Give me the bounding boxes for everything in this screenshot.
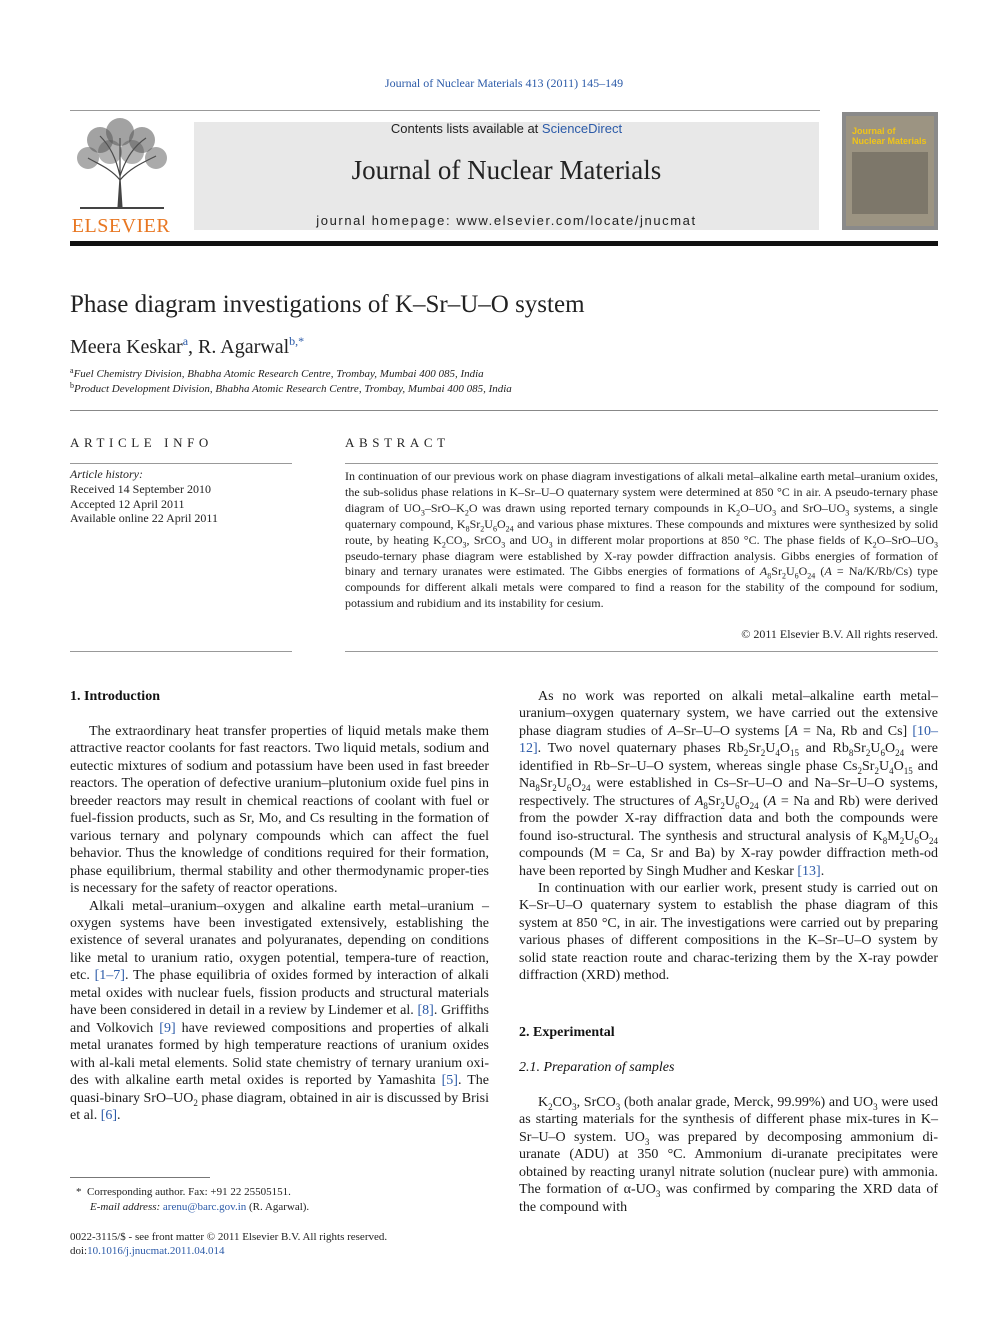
- citation-link[interactable]: [5]: [441, 1073, 458, 1089]
- intro-paragraph: As no work was reported on alkali metal–alkaline earth metal–uranium–oxygen quaternary system, we have carried out the extensive phase diagram studies of A–Sr–U–O systems [A = Na, Rb and Cs] [10–12]. Two novel quaternary phases $Rb_2Sr_2U_4O_{15}$ and $Rb_8Sr_2U_6O_{24}$ were identified in Rb–Sr–U–O system, whereas single phase $Cs_2Sr_2U_4O_{15}$ and $Na_8Sr_2U_6O_{24}$ were established in Cs–Sr–U–O and Na–Sr–U–O systems, respectively. The structures of $A_8Sr_2U_6O_{24}$ (A = Na and Rb) were derived from the powder X-ray diffraction data and both the compounds were found iso-structural. The synthesis and structural analysis of $K_8M_2U_6O_{24}$ compounds (M = Ca, Sr and Ba) by X-ray powder diffraction meth-od have been reported by Singh Mudher and Keskar [13]. In continuation with our earlier work, present study is carried out on K–Sr–U–O quaternary system to establish the phase diagram of this system at 850 °C, in air. The investigations were carried out by preparing various phases of different compositions in the K–Sr–U–O system by solid state reaction route and charac-terizing them by the X-ray powder diffraction (XRD) method.: [519, 689, 939, 984]
- email-label: E-mail address:: [90, 1201, 161, 1213]
- article-title: Phase diagram investigations of K–Sr–U–O system: [70, 291, 585, 318]
- article-info-bottom-rule: [70, 651, 292, 652]
- affiliation-mark[interactable]: a: [182, 334, 189, 348]
- affiliation: $^b$Product Development Division, Bhabha Atomic Research Centre, Trombay, Mumbai 400 085, India: [70, 381, 512, 395]
- citation-link[interactable]: [1–7]: [94, 968, 125, 984]
- intro-paragraph: The extraordinary heat transfer properties of liquid metals make them attractive reactor coolants for fast reactors. Two liquid metals, sodium and eutectic mixtures of sodium and potassium have been used in fast breeder reactors. The operation of defective uranium–plutonium oxide fuel pins in breeder reactors may result in chemical reactions of coolant with fuel or fuel-fission products, such as Sr, Mo, and Cs resulting in the formation of various ternary and polynary compounds which can affect the fuel behavior. Thus the knowledge of conditions required for their formation, phase equilibrium, thermal stability and other thermodynamic proper-ties is necessary for the safety of reactor operations. Alkali metal–uranium–oxygen and alkaline earth metal–uranium –oxygen systems have been investigated extensively, establishing the existence of several uranates and polyuranates, depending on conditions like metal to uranium ratio, oxygen potential, tempera-ture of reaction, etc. [1–7]. The phase equilibria of oxides formed by interaction of alkali metal oxides with nuclear fuels, fission products and structural materials have been considered in detail in a review by Lindemer et al. [8]. Griffiths and Volkovich [9] have reviewed compositions and properties of alkali metal uranates formed by high temperature reactions of uranium oxides with al-kali metal elements. Solid state chemistry of ternary uranium oxi-des with alkaline earth metal oxides is reported by Yamashita [5]. The quasi-binary SrO–$UO_2$ phase diagram, obtained in air is discussed by Brisi et al. [6].: [70, 724, 490, 1123]
- article-info-heading: ARTICLE INFO: [70, 435, 213, 450]
- journal-cover-thumbnail[interactable]: [842, 112, 938, 230]
- doi-prefix: doi:: [70, 1245, 88, 1257]
- author-list: Meera Keskar$^a$, R. Agarwal$^{b,*}$: [70, 334, 305, 358]
- journal-title: Journal of Nuclear Materials: [351, 155, 662, 185]
- contents-line: [194, 121, 819, 136]
- abstract-bottom-rule: [345, 651, 938, 652]
- header-divider: [70, 110, 820, 111]
- history-label: Article history:: [70, 467, 143, 481]
- accepted-date: Accepted 12 April 2011: [70, 497, 185, 511]
- email-suffix: (R. Agarwal).: [249, 1201, 310, 1213]
- cover-title: Journal of Nuclear Materials: [852, 126, 927, 146]
- citation-link[interactable]: [6]: [100, 1107, 118, 1123]
- abstract-heading: ABSTRACT: [345, 435, 450, 450]
- citation-link[interactable]: [10–12]: [519, 723, 938, 757]
- header-thick-rule: [70, 241, 938, 246]
- title-divider: [70, 410, 938, 411]
- journal-citation[interactable]: Journal of Nuclear Materials 413 (2011) 145–149: [384, 76, 624, 90]
- received-date: Received 14 September 2010: [70, 482, 211, 496]
- author-name: Meera Keskar: [70, 336, 183, 358]
- article-info-rule: [70, 463, 292, 464]
- issn-line: 0022-3115/$ - see front matter © 2011 Elsevier B.V. All rights reserved.: [70, 1231, 388, 1243]
- affiliation: $^a$Fuel Chemistry Division, Bhabha Atomic Research Centre, Trombay, Mumbai 400 085, India: [70, 366, 484, 380]
- citation-link[interactable]: [9]: [159, 1020, 176, 1036]
- experimental-paragraph: $K_2CO_3$, SrCO$_3$ (both analar grade, Merck, 99.99%) and $UO_3$ were used as starting materials for the synthesis of different phase mix-tures in K–Sr–U–O system. $UO_3$ was prepared by decomposing ammonium di-uranate (ADU) at 350 °C. Ammonium di-uranate precipitates were obtained by reacting uranyl nitrate solution (nuclear pure) with ammonia. The formation of $\alpha-UO_3$ was confirmed by comparing the XRD data of the compound with: [519, 1095, 938, 1215]
- elsevier-logo: [70, 118, 172, 237]
- citation-link[interactable]: [13]: [797, 863, 821, 879]
- email-link[interactable]: arenu@barc.gov.in: [162, 1201, 247, 1213]
- journal-homepage: [194, 213, 819, 228]
- affiliation-mark[interactable]: b,*: [289, 334, 305, 348]
- elsevier-wordmark: ELSEVIER: [71, 215, 171, 237]
- abstract-rule: [345, 463, 938, 464]
- author-name: R. Agarwal: [198, 336, 290, 358]
- online-date: Available online 22 April 2011: [70, 511, 218, 525]
- homepage-prefix: journal homepage:: [316, 213, 457, 228]
- abstract-text: In continuation of our previous work on phase diagram investigations of alkali metal–alkaline earth metal–uranium oxides, the sub-solidus phase relations in K–Sr–U–O quaternary system were determined at 850 °C in air. A pseudo-ternary phase diagram of $UO_3-SrO-K_2O$ was drawn using reported ternary compounds in $K_2O-UO_3$ and SrO–$UO_3$ systems, a single quaternary compound, $K_8Sr_2U_6O_{24}$ and various phase mixtures. These compounds and mixtures were synthesized by solid route, by heating $K_2CO_3$, SrCO$_3$ and $UO_3$ in different molar proportions at 850 °C. The phase fields of $K_2O-SrO-UO_3$ pseudo-ternary phase diagram were established by X-ray powder diffraction analysis. Gibbs energies of formation of binary and ternary uranates were estimated. The Gibbs energies of formations of $A_8Sr_2U_6O_{24}$ (A = Na/K/Rb/Cs) type compounds for different alkali metals were compared to find a reason for the stability of the compound for sodium, potassium and rubidium and its instability for cesium.: [345, 469, 939, 611]
- sciencedirect-link[interactable]: ScienceDirect: [541, 121, 623, 136]
- tree-icon: [70, 118, 172, 210]
- footnote-rule: [70, 1177, 210, 1178]
- citation-link[interactable]: [8]: [417, 1003, 434, 1019]
- corresponding-note: Corresponding author. Fax: +91 22 25505151.: [87, 1186, 291, 1198]
- email-footnote: [90, 1201, 309, 1213]
- doi-link[interactable]: 10.1016/j.jnucmat.2011.04.014: [87, 1245, 225, 1257]
- subsection-heading: 2.1. Preparation of samples: [519, 1060, 675, 1075]
- doi-line: [70, 1245, 225, 1257]
- homepage-url[interactable]: www.elsevier.com/locate/jnucmat: [456, 213, 697, 228]
- abstract-copyright: © 2011 Elsevier B.V. All rights reserved.: [741, 627, 938, 641]
- section-heading: 1. Introduction: [70, 689, 160, 704]
- contents-prefix: Contents lists available at: [390, 121, 542, 136]
- corresponding-footnote: * Corresponding author. Fax: +91 22 25505151.: [76, 1186, 291, 1198]
- section-heading: 2. Experimental: [519, 1025, 615, 1040]
